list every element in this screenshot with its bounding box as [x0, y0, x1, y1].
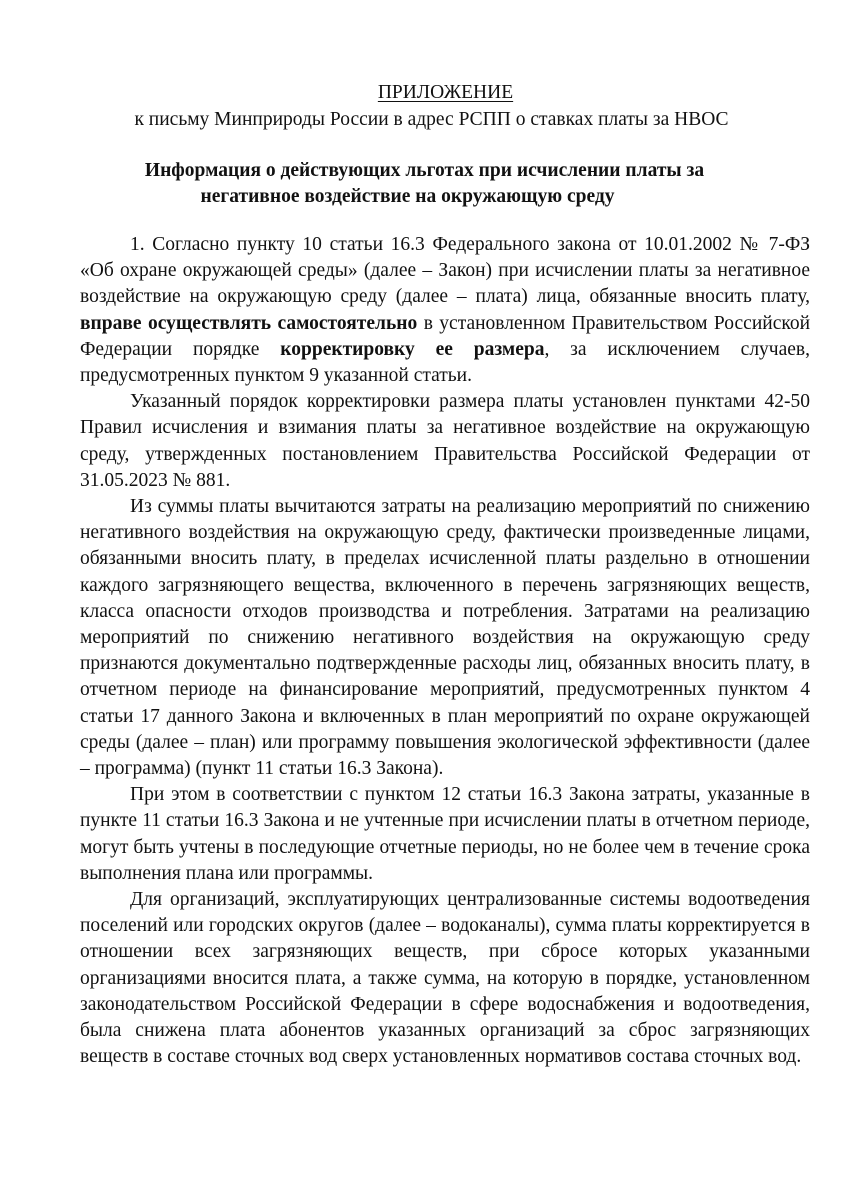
paragraph-1-bold-b: корректировку ее размера [280, 338, 545, 360]
paragraph-1-text-b: в установленном Правительством Российской Федерации порядке [80, 312, 811, 360]
document-title [0, 158, 849, 210]
paragraph-1-bold-a: вправе осуществлять самостоятельно [80, 312, 418, 334]
paragraph-1-text-a: 1. Согласно пункту 10 статьи 16.3 Федерального закона от 10.01.2002 № 7-ФЗ «Об охране окружающей среды» (далее – Закон) при исчислении платы за негативное воздействие на окружающую среду (далее – плата) лица, обязанные вносить плату, [80, 234, 810, 308]
paragraph-3: Из суммы платы вычитаются затраты на реализацию мероприятий по снижению негативного воздействия на окружающую среду, фактически произведенные лицами, обязанными вносить плату, в пределах исчисленной платы раздельно в отношении каждого загрязняющего вещества, включенного в перечень загрязняющих веществ, класса опасности отходов производства и потребления. Затратами на реализацию мероприятий по снижению негативного воздействия на окружающую среду признаются документально подтвержденные расходы лиц, обязанных вносить плату, в отчетном периоде на финансирование мероприятий, предусмотренных пунктом 4 статьи 17 данного Закона и включенных в план мероприятий по охране окружающей среды (далее – план) или программу повышения экологической эффективности (далее – программа) (пункт 11 статьи 16.3 Закона). [80, 496, 810, 780]
appendix-label: ПРИЛОЖЕНИЕ [377, 82, 514, 103]
title-line-2: негативное воздействие на окружающую среду [200, 186, 615, 207]
paragraph-2: Указанный порядок корректировки размера платы установлен пунктами 42-50 Правил исчисления и взимания платы за негативное воздействие на окружающую среду, утвержденных постановлением Правительства Российской Федерации от 31.05.2023 № 881. [80, 391, 810, 491]
document-body [80, 232, 810, 1071]
paragraph-1 [80, 232, 810, 389]
appendix-heading [21, 80, 849, 106]
appendix-subtitle: к письму Минприроды России в адрес РСПП о ставках платы за НВОС [134, 109, 729, 130]
paragraph-5: Для организаций, эксплуатирующих централизованные системы водоотведения поселений или городских округов (далее – водоканалы), сумма платы корректируется в отношении всех загрязняющих веществ, при сбросе которых указанными организациями вносится плата, а также сумма, на которую в порядке, установленном законодательством Российской Федерации в сфере водоснабжения и водоотведения, была снижена плата абонентов указанных организаций за сброс загрязняющих веществ в составе сточных вод сверх установленных нормативов состава сточных вод. [80, 889, 810, 1068]
title-line-1: Информация о действующих льготах при исчислении платы за [144, 160, 705, 181]
paragraph-4: При этом в соответствии с пунктом 12 статьи 16.3 Закона затраты, указанные в пункте 11 статьи 16.3 Закона и не учтенные при исчислении платы в отчетном периоде, могут быть учтены в последующие отчетные периоды, но не более чем в течение срока выполнения плана или программы. [80, 784, 810, 884]
paragraph-1-text-c: , за исключением случаев, предусмотренных пунктом 9 указанной статьи. [80, 338, 811, 387]
